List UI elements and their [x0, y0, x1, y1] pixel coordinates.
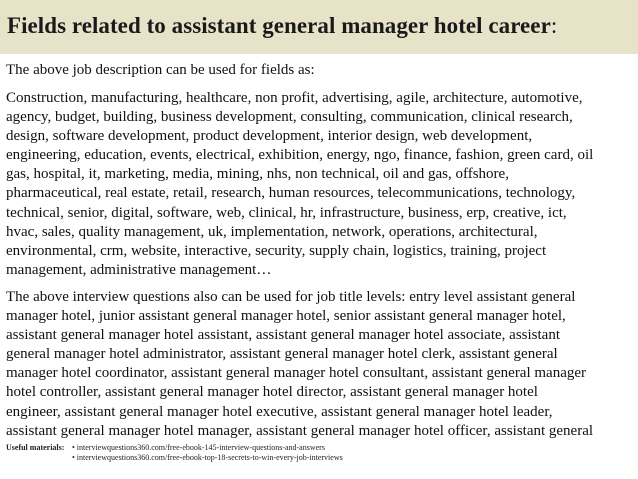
paragraph-line: environmental, crm, website, interactive, security, supply chain, logistics, training, project — [6, 242, 547, 259]
paragraph-line: management, administrative management… — [6, 261, 272, 278]
slide-content — [6, 61, 634, 449]
footer-label: Useful materials: — [6, 443, 65, 452]
paragraph-line: pharmaceutical, real estate, retail, research, human resources, telecommunications, technology, — [6, 185, 576, 202]
paragraph-line: gas, hospital, it, marketing, media, mining, nhs, non technical, oil and gas, offshore, — [6, 166, 509, 183]
paragraph-line: agency, budget, building, business development, consulting, communication, clinical research, — [6, 109, 573, 126]
paragraph-line: hotel controller, assistant general manager hotel director, assistant general manager hotel — [6, 384, 538, 401]
fields-paragraph — [6, 89, 634, 280]
job-titles-paragraph — [6, 288, 634, 441]
paragraph-line: Construction, manufacturing, healthcare, non profit, advertising, agile, architecture, automotive, — [6, 90, 583, 106]
paragraph-line: assistant general manager hotel assistant, assistant general manager hotel associate, assistant — [6, 327, 560, 344]
paragraph-line: manager hotel coordinator, assistant general manager hotel consultant, assistant general manager — [6, 365, 587, 382]
slide-title-colon: : — [550, 13, 558, 38]
paragraph-line: engineer, assistant general manager hotel executive, assistant general manager hotel leader, — [6, 403, 553, 420]
slide-title — [7, 13, 557, 38]
paragraph-line: general manager hotel administrator, assistant general manager hotel clerk, assistant general — [6, 346, 558, 363]
footer — [6, 443, 636, 479]
paragraph-line: assistant general manager hotel manager, assistant general manager hotel officer, assistant general — [6, 422, 594, 439]
paragraph-line: design, software development, product development, interior design, web development, — [6, 128, 533, 145]
footer-link[interactable]: • interviewquestions360.com/free-ebook-top-18-secrets-to-win-every-job-interviews — [72, 452, 343, 462]
paragraph-line: hvac, sales, quality management, uk, implementation, network, operations, architectural, — [6, 223, 538, 240]
footer-label-spacer — [6, 453, 72, 463]
paragraph-line: manager hotel, junior assistant general manager hotel, senior assistant general manager hotel, — [6, 308, 566, 325]
footer-link[interactable]: • interviewquestions360.com/free-ebook-145-interview-questions-and-answers — [72, 443, 325, 452]
title-bar — [0, 0, 638, 54]
footer-row — [6, 453, 636, 463]
footer-row — [6, 443, 636, 453]
paragraph-line: The above interview questions also can be used for job title levels: entry level assistant general — [6, 288, 576, 305]
paragraph-line: engineering, education, events, electrical, exhibition, energy, ngo, finance, fashion, green card, oil — [6, 147, 594, 164]
slide-title-text: Fields related to assistant general manager hotel career — [7, 13, 551, 38]
paragraph-line: technical, senior, digital, software, web, clinical, hr, infrastructure, business, erp, creative, ict, — [6, 204, 567, 221]
intro-text: The above job description can be used for fields as: — [6, 62, 315, 78]
